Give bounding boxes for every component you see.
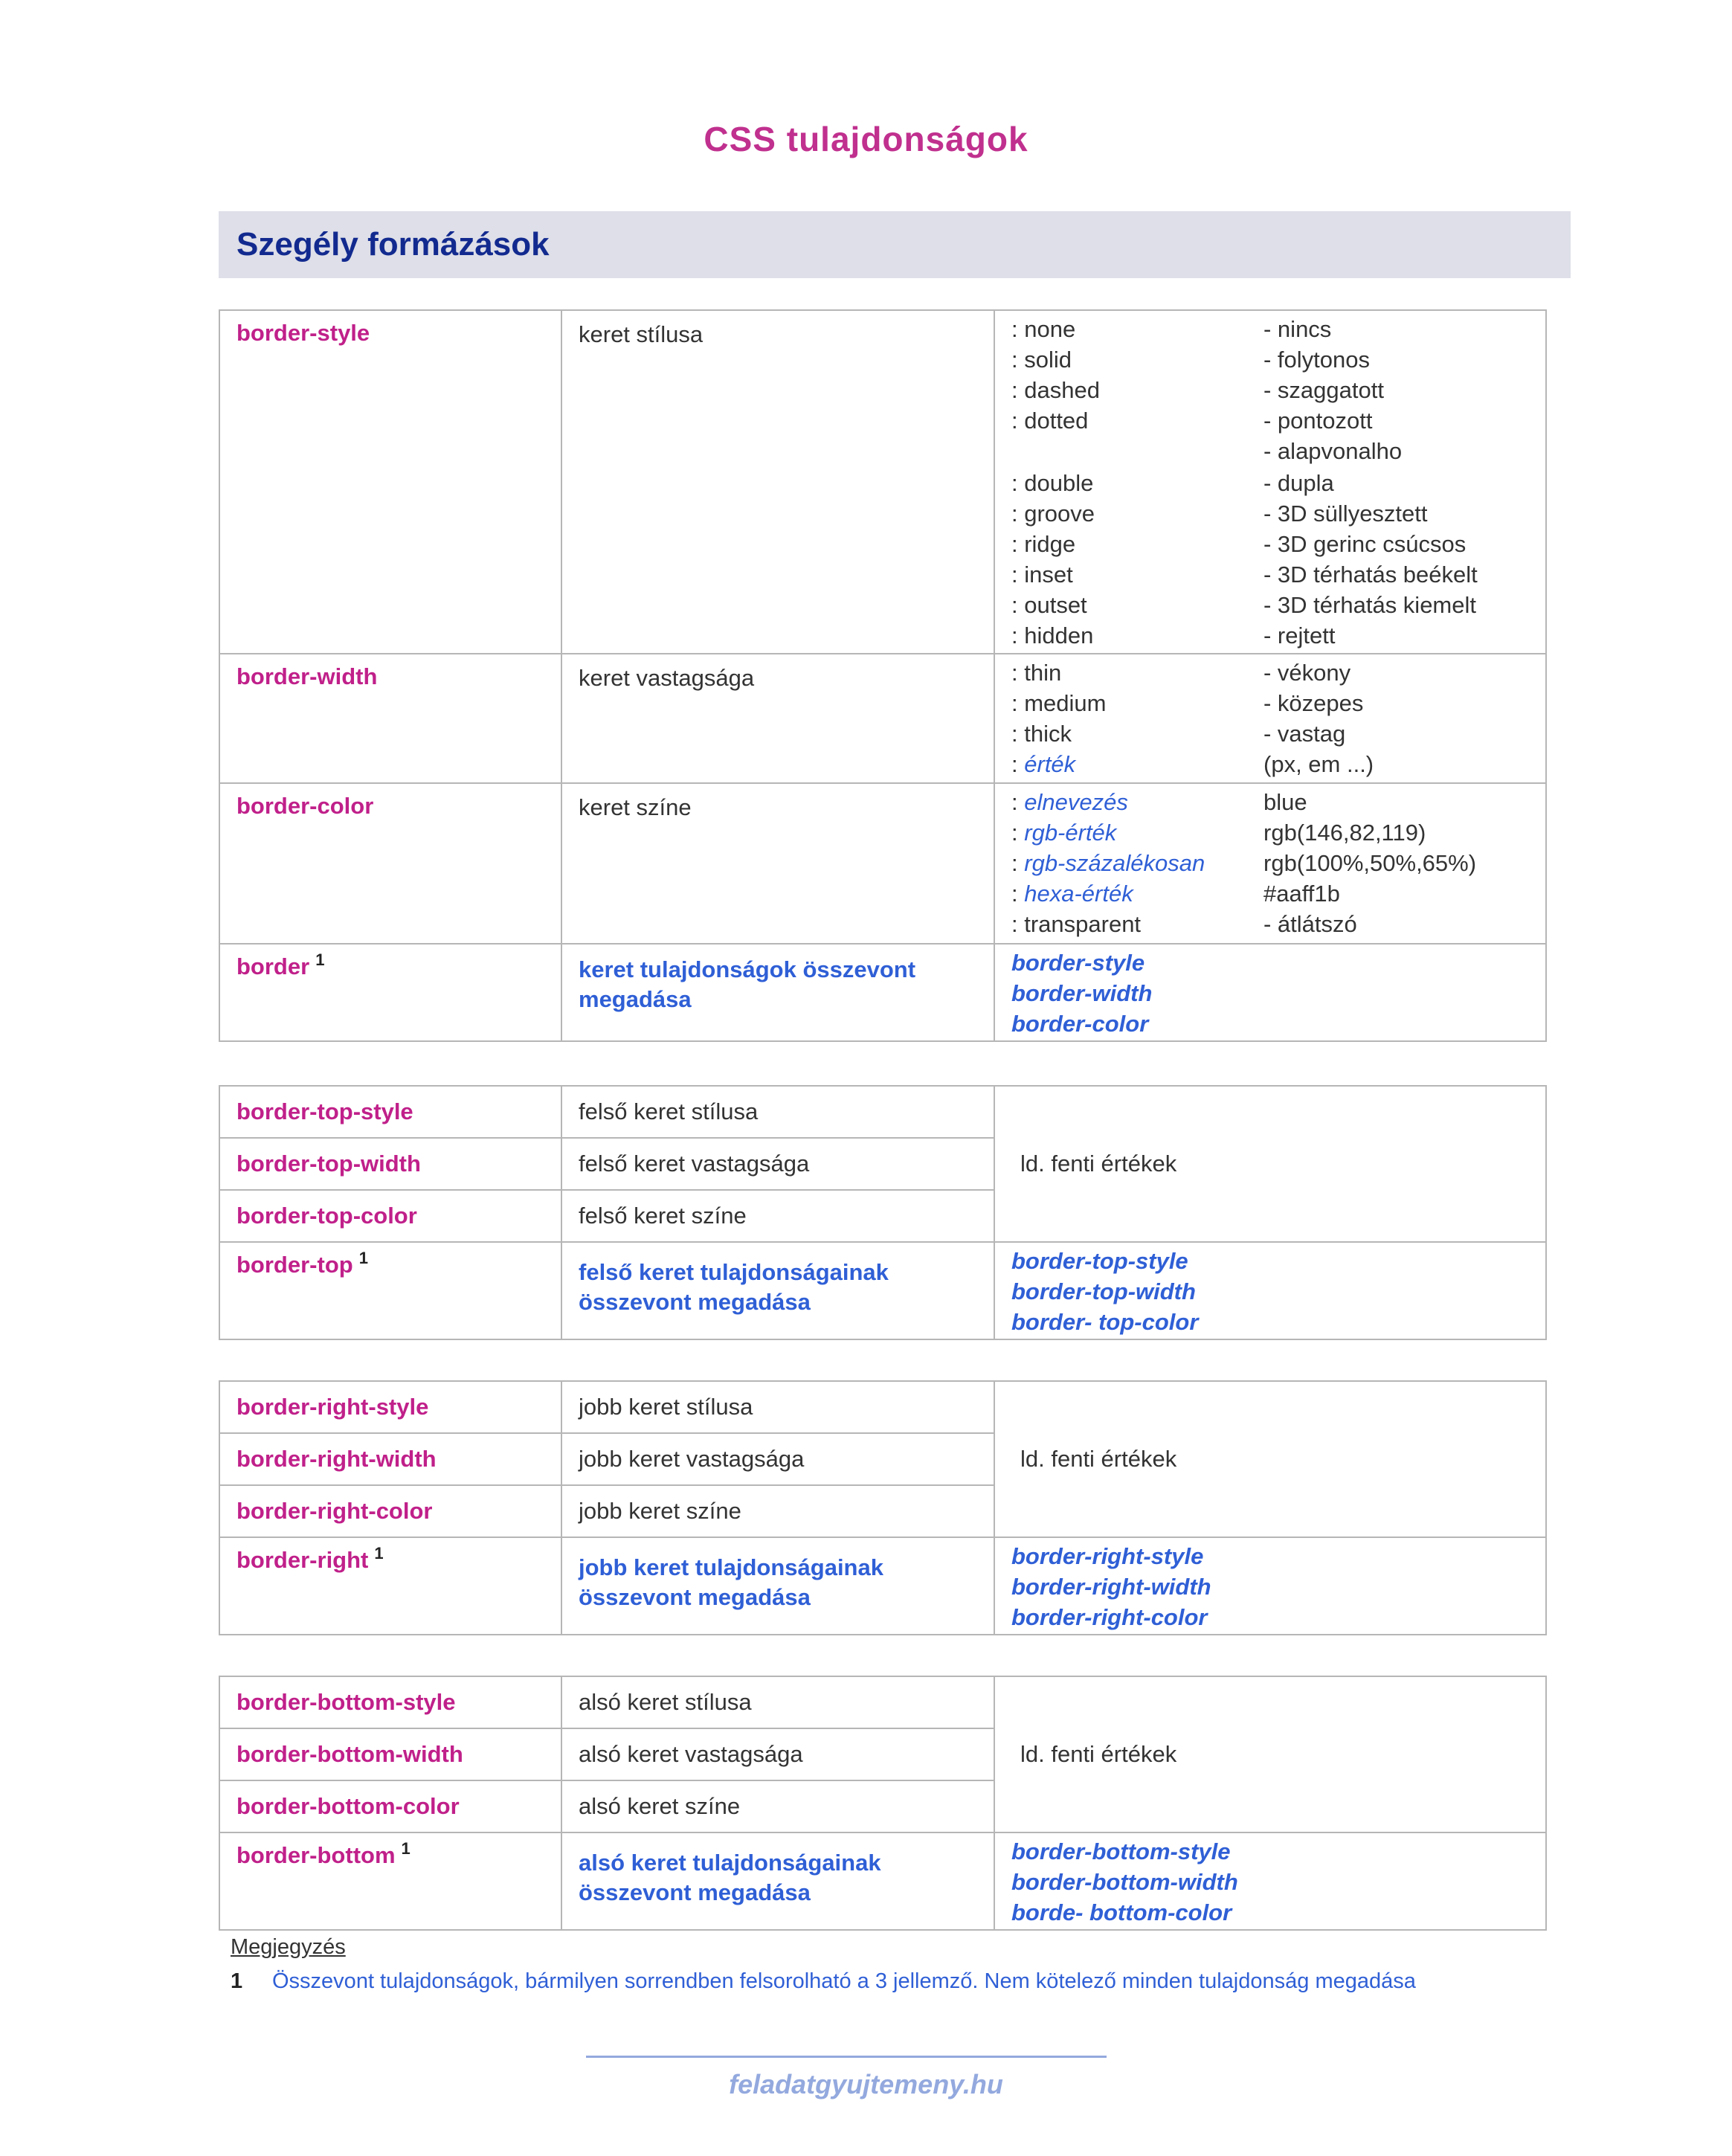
table-row — [219, 1676, 1546, 1728]
property-description: jobb keret tulajdonságainak összevont megadása — [561, 1537, 994, 1635]
property-name: border-right-style — [219, 1381, 561, 1433]
property-name: border-top $^1$ — [219, 1242, 561, 1339]
table-row — [219, 1381, 1546, 1433]
property-description: keret vastagsága — [561, 654, 994, 783]
table-row — [219, 310, 1546, 654]
property-name: border-bottom $^1$ — [219, 1832, 561, 1930]
property-description: keret stílusa — [561, 310, 994, 654]
page-title: CSS tulajdonságok — [704, 120, 1028, 158]
footnote-text: Összevont tulajdonságok, bármilyen sorrendben felsorolható a 3 jellemző. Nem kötelező minden tulajdonság megadása — [272, 1969, 1416, 1993]
property-description: alsó keret stílusa — [561, 1676, 994, 1728]
value-row: : ridge - 3D gerinc csúcsos — [1011, 531, 1467, 557]
footnote-marker: 1 — [374, 1544, 384, 1563]
see-above-values: ld. fenti értékek — [994, 1676, 1546, 1832]
value-row: : elnevezés blue — [1011, 789, 1307, 815]
footnote-marker: 1 — [358, 1249, 368, 1267]
property-description: alsó keret tulajdonságainak összevont megadása — [561, 1832, 994, 1930]
value-row: : thick - vastag — [1011, 721, 1346, 747]
property-description: keret tulajdonságok összevont megadása — [561, 944, 994, 1041]
property-values — [994, 654, 1546, 783]
value-row: : solid - folytonos — [1011, 347, 1371, 373]
border-bottom-table — [219, 1676, 1547, 1931]
border-top-table — [219, 1085, 1547, 1340]
property-name: border-bottom-width — [219, 1728, 561, 1780]
note-title: Megjegyzés — [231, 1935, 346, 1959]
property-name: border-style — [219, 310, 561, 654]
table-row — [219, 1242, 1546, 1339]
value-row: : double - dupla — [1011, 470, 1334, 496]
table-row — [219, 654, 1546, 783]
property-name: border-top-style — [219, 1086, 561, 1138]
property-description: felső keret tulajdonságainak összevont megadása — [561, 1242, 994, 1339]
property-name: border-right-color — [219, 1485, 561, 1537]
value-row: : groove - 3D süllyesztett — [1011, 501, 1428, 527]
footer-divider — [586, 2056, 1107, 2058]
value-row: : thin - vékony — [1011, 660, 1351, 686]
value-row: : outset - 3D térhatás kiemelt — [1011, 592, 1476, 618]
border-properties-table — [219, 309, 1547, 1042]
shorthand-subproperties: border-top-style border-top-width border- top-color — [994, 1242, 1546, 1339]
property-values — [994, 783, 1546, 944]
table-row — [219, 1832, 1546, 1930]
footer-site-name: feladatgyujtemeny.hu — [729, 2069, 1003, 2099]
value-row: : érték (px, em ...) — [1011, 751, 1374, 777]
table-row — [219, 1086, 1546, 1138]
table-row — [219, 944, 1546, 1041]
property-description: felső keret színe — [561, 1190, 994, 1242]
value-row: : rgb-érték rgb(146,82,119) — [1011, 820, 1426, 846]
property-values — [994, 310, 1546, 654]
value-row: - alapvonalho — [1263, 438, 1403, 464]
value-row: : none - nincs — [1011, 316, 1332, 342]
property-description: felső keret stílusa — [561, 1086, 994, 1138]
property-name: border-right $^1$ — [219, 1537, 561, 1635]
property-name: border-top-width — [219, 1138, 561, 1190]
property-description: alsó keret színe — [561, 1780, 994, 1832]
property-description: jobb keret stílusa — [561, 1381, 994, 1433]
footnote-marker: 1 — [401, 1839, 411, 1858]
property-name: border-top-color — [219, 1190, 561, 1242]
property-name: border-bottom-color — [219, 1780, 561, 1832]
value-row: : hidden - rejtett — [1011, 622, 1336, 649]
value-row: : rgb-százalékosan rgb(100%,50%,65%) — [1011, 850, 1477, 876]
section-header-bar — [219, 211, 1571, 278]
property-description: alsó keret vastagsága — [561, 1728, 994, 1780]
property-description: jobb keret színe — [561, 1485, 994, 1537]
shorthand-subproperties: border-bottom-style border-bottom-width borde- bottom-color — [994, 1832, 1546, 1930]
table-row — [219, 1537, 1546, 1635]
property-name: border-color — [219, 783, 561, 944]
property-name: border-right-width — [219, 1433, 561, 1485]
property-description: jobb keret vastagsága — [561, 1433, 994, 1485]
property-name: border-width — [219, 654, 561, 783]
property-description: felső keret vastagsága — [561, 1138, 994, 1190]
shorthand-subproperties: border-right-style border-right-width border-right-color — [994, 1537, 1546, 1635]
border-right-table — [219, 1380, 1547, 1635]
value-row: : dashed - szaggatott — [1011, 377, 1384, 403]
value-row: : inset - 3D térhatás beékelt — [1011, 561, 1478, 588]
property-description: keret színe — [561, 783, 994, 944]
value-row: : dotted - pontozott — [1011, 408, 1373, 434]
property-name: border-bottom-style — [219, 1676, 561, 1728]
value-row: : transparent - átlátszó — [1011, 911, 1357, 937]
shorthand-subproperties: border-style border-width border-color — [994, 944, 1546, 1041]
footnote — [231, 1969, 1416, 1994]
footnote-number: 1 — [231, 1969, 243, 1993]
property-name: border $^1$ — [219, 944, 561, 1041]
see-above-values: ld. fenti értékek — [994, 1086, 1546, 1242]
section-title: Szegély formázások — [236, 226, 550, 263]
value-row: : hexa-érték #aaff1b — [1011, 881, 1340, 907]
footnote-marker: 1 — [315, 950, 325, 969]
see-above-values: ld. fenti értékek — [994, 1381, 1546, 1537]
value-row: : medium - közepes — [1011, 690, 1364, 716]
table-row — [219, 783, 1546, 944]
